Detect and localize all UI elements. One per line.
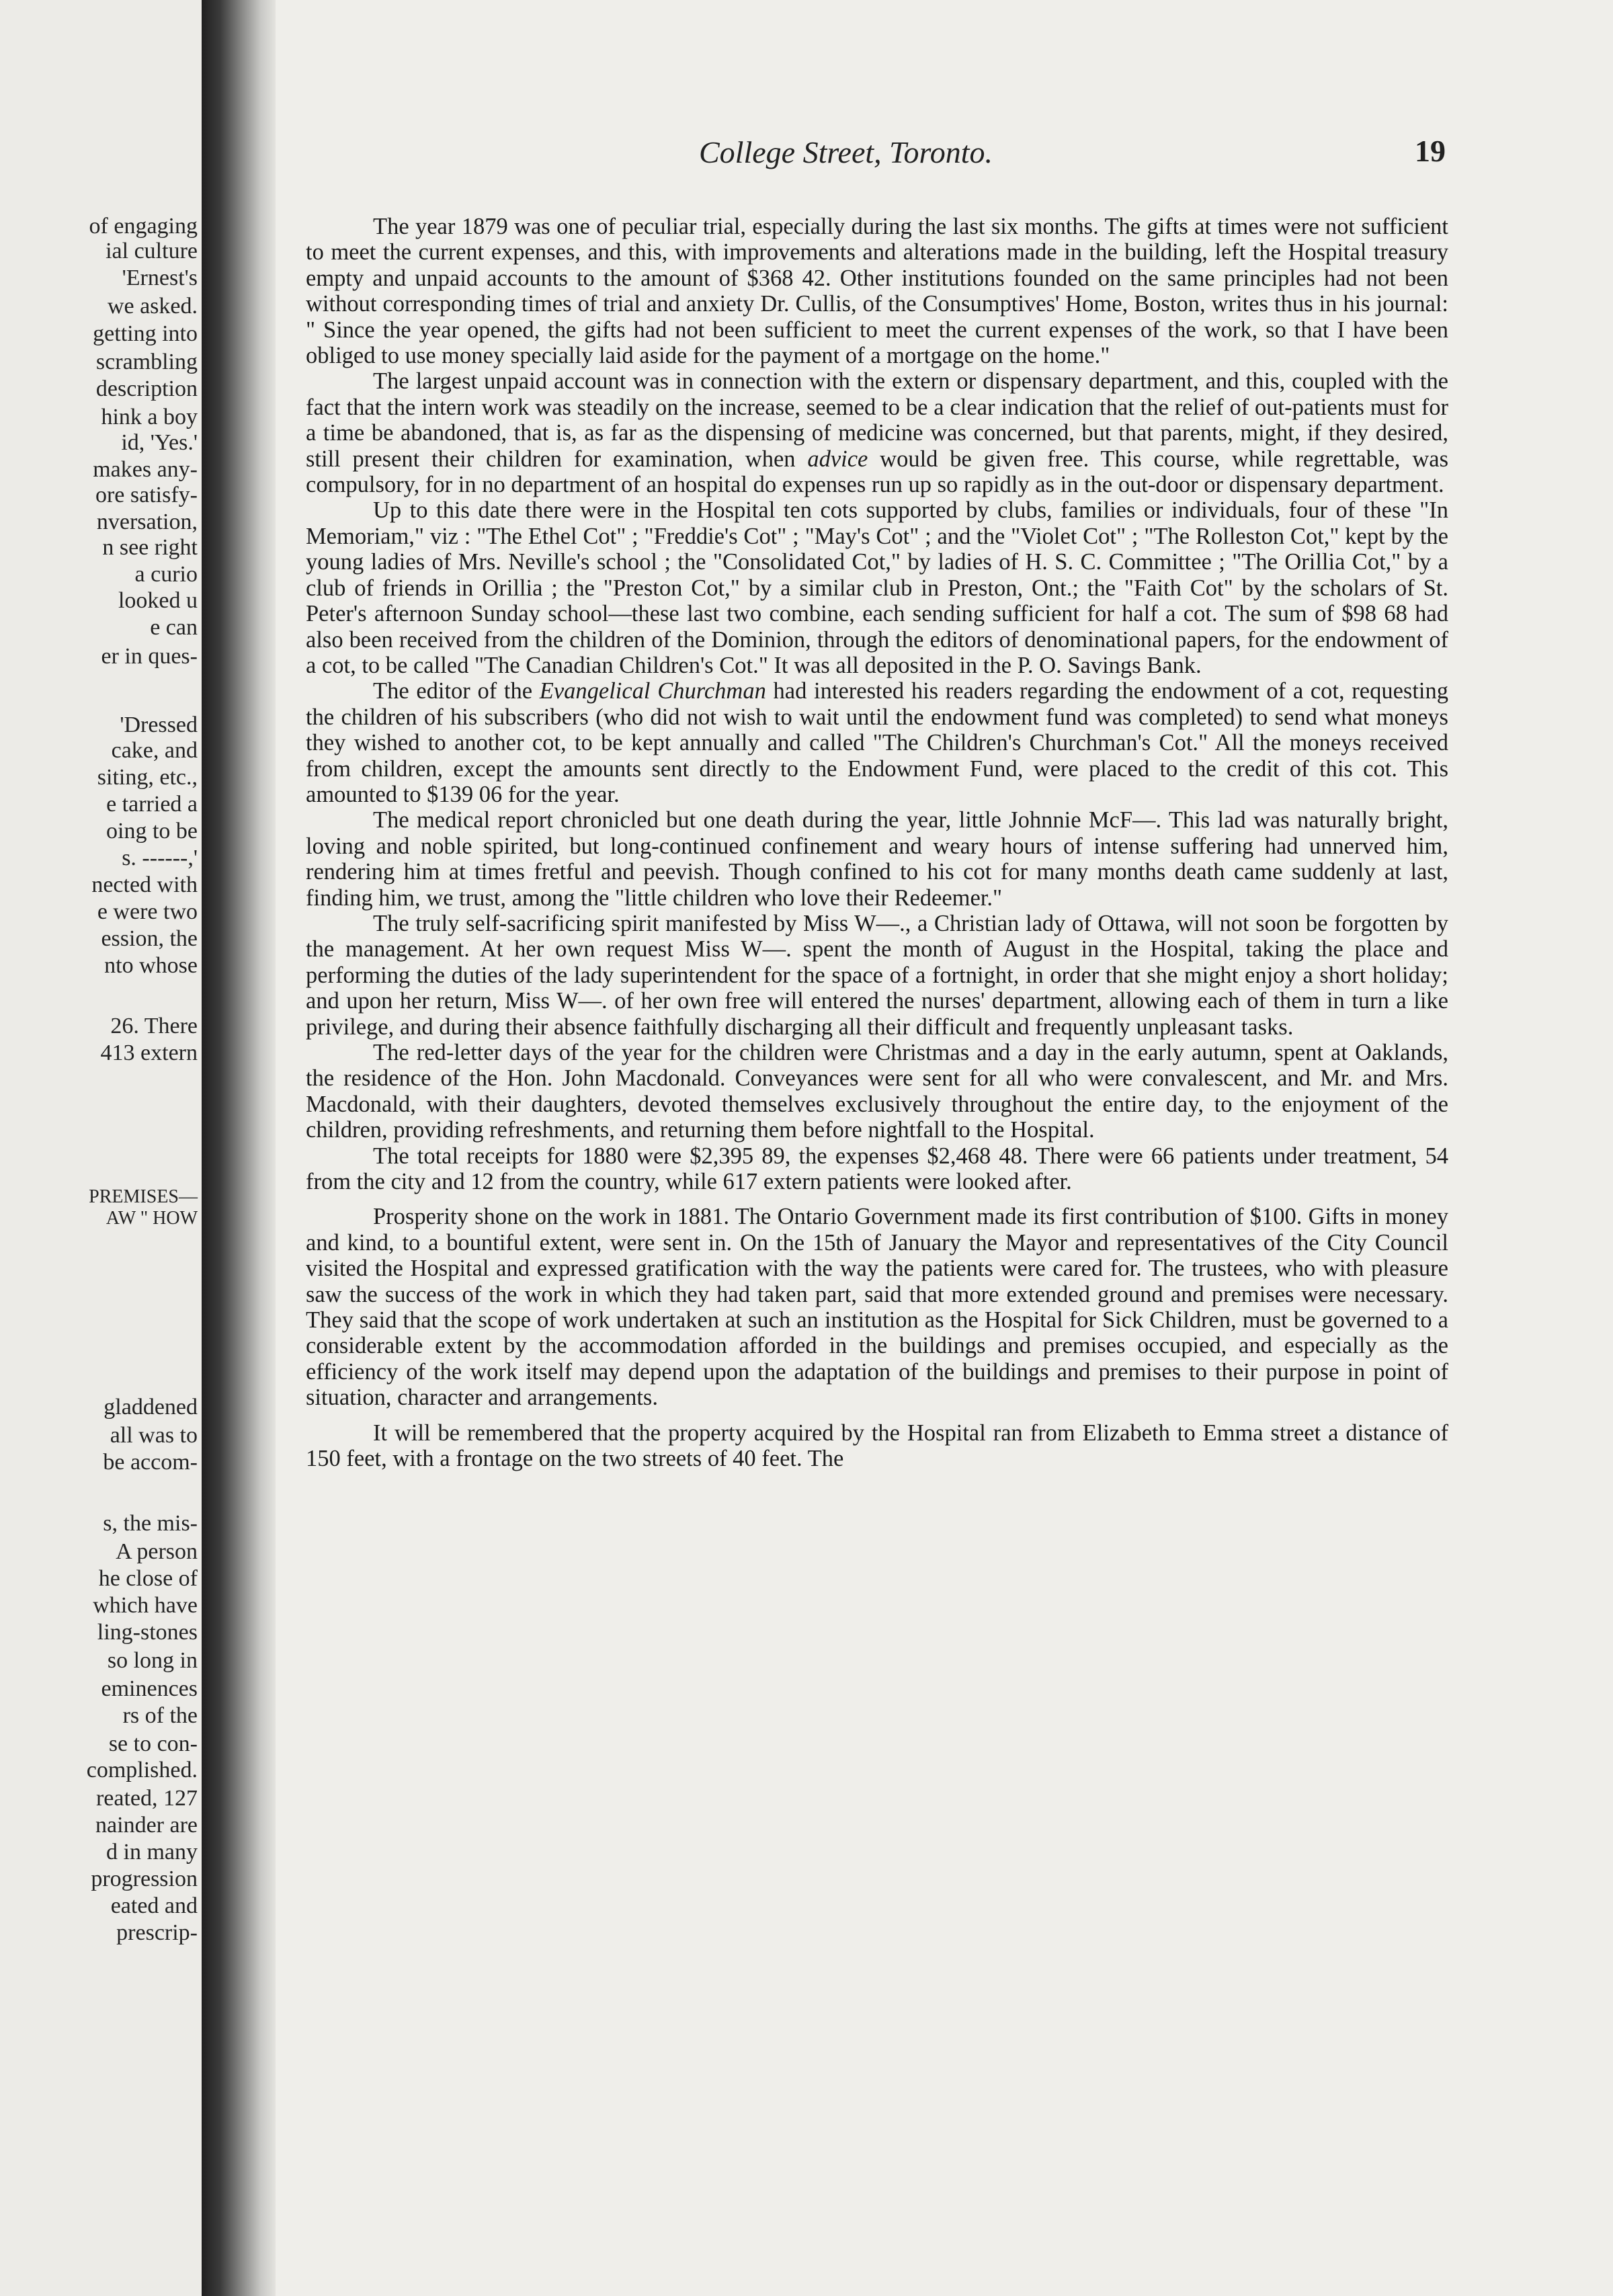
facing-page-line: e were two bbox=[97, 899, 198, 924]
facing-page-line: id, 'Yes.' bbox=[121, 430, 198, 455]
facing-page-line: cake, and bbox=[111, 738, 198, 763]
facing-page-line: nversation, bbox=[96, 509, 198, 534]
facing-page-line: PREMISES— bbox=[89, 1186, 198, 1207]
facing-page-line: n see right bbox=[102, 535, 198, 560]
facing-page-line: e can bbox=[150, 615, 198, 640]
facing-page-line: complished. bbox=[86, 1758, 198, 1782]
facing-page-line: er in ques- bbox=[101, 644, 198, 669]
facing-page-line: gladdened bbox=[104, 1395, 198, 1420]
paragraph-text: would be given free. This course, while regrettable, was compulsory, for in no department of an hospital do expenses run up so rapidly as in the out-door or dispensary department. bbox=[306, 446, 1448, 498]
facing-page-line: ore satisfy- bbox=[95, 483, 198, 507]
facing-page-line: 'Ernest's bbox=[122, 265, 198, 290]
facing-page-line: a curio bbox=[134, 562, 198, 587]
facing-page-line: hink a boy bbox=[101, 405, 198, 429]
facing-page-line: he close of bbox=[98, 1566, 198, 1591]
facing-page-line: so long in bbox=[107, 1648, 198, 1673]
facing-page-line: reated, 127 bbox=[95, 1786, 198, 1811]
paragraph: Prosperity shone on the work in 1881. The Ontario Government made its first contribution of $100. Gifts in money and kind, to a bountiful extent, were sent in. On the 15th of January the Mayor and representatives of the City Council visited the Hospital and expressed gratification with the way the patients were cared for. The trustees, who with pleasure saw the success of the work in which they had taken part, said that more extended ground and premises were necessary. They said that the scope of work undertaken at such an institution as the Hospital for Sick Children, must be governed to a considerable extent by the accommodation afforded in the buildings and premises occupied, and especially as the efficiency of the work itself may depend upon the adaptation of the buildings and premises to their purpose in point of situation, character and arrangements. bbox=[306, 1204, 1448, 1411]
facing-page-line: be accom- bbox=[103, 1450, 198, 1475]
facing-page-line: which have bbox=[93, 1593, 198, 1618]
facing-page-line: 413 extern bbox=[100, 1040, 198, 1065]
paragraph-text: The editor of the bbox=[373, 678, 533, 704]
facing-page-line: rs of the bbox=[122, 1703, 198, 1728]
paragraph: The truly self-sacrificing spirit manifested by Miss W—., a Christian lady of Ottawa, will not soon be forgotten by the management. At her own request Miss W—. spent the month of August in the Hospital, taking the place and performing the duties of the lady superintendent for the space of a fortnight, in order that she might enjoy a short holiday; and upon her return, Miss W—. of her own free will entered the nurses' department, allowing each of them in turn a like privilege, and during their absence faithfully discharging all their difficult and frequently unpleasant tasks. bbox=[306, 910, 1448, 1040]
facing-page-line: makes any- bbox=[93, 457, 198, 482]
facing-page-line: prescrip- bbox=[116, 1920, 198, 1945]
facing-page-line: se to con- bbox=[108, 1731, 198, 1756]
paragraph bbox=[306, 678, 1448, 807]
facing-page-line: looked u bbox=[118, 588, 198, 613]
facing-page-line: nto whose bbox=[104, 953, 198, 978]
facing-page-line: d in many bbox=[106, 1840, 198, 1864]
emphasis-text: advice bbox=[807, 446, 868, 472]
facing-page-line: eated and bbox=[110, 1893, 198, 1918]
paragraph-text: The largest unpaid account was in connection with the extern or dispensary department, and this, coupled with the fact that the intern work was steadily on the increase, seemed to be a clear indication that the relief of out-patients must for a time be abandoned, that is, as far as the dispensing of medicine was concerned, but that parents, might, if they desired, still present their children for examination, when bbox=[306, 368, 1448, 472]
body-text bbox=[306, 214, 1448, 1472]
facing-page-line: of engaging bbox=[89, 214, 198, 239]
paragraph-text: had interested his readers regarding the endowment of a cot, requesting the children of his subscribers (who did not wish to wait until the endowment fund was completed) to send what moneys they wished to another cot, to be kept annually and called "The Children's Churchman's Cot." All the moneys received from children, except the amounts sent directly to the Endowment Fund, were placed to the credit of this cot. This amounted to $139 06 for the year. bbox=[306, 678, 1449, 807]
paragraph: The total receipts for 1880 were $2,395 89, the expenses $2,468 48. There were 66 patients under treatment, 54 from the city and 12 from the country, while 617 extern patients were looked after. bbox=[306, 1143, 1448, 1195]
facing-page-line: e tarried a bbox=[106, 792, 198, 817]
facing-page-fragment bbox=[0, 0, 202, 2296]
page-number: 19 bbox=[1415, 134, 1446, 168]
facing-page-line: oing to be bbox=[106, 819, 198, 844]
periodical-title: Evangelical Churchman bbox=[539, 678, 766, 704]
facing-page-line: all was to bbox=[110, 1423, 198, 1448]
paragraph: The medical report chronicled but one death during the year, little Johnnie McF—. This lad was naturally bright, loving and noble spirited, but long-continued confinement and weary hours of intense suffering had unnerved him, rendering him at times fretful and peevish. Though confined to his cot for many months death came suddenly at last, finding him, we trust, among the "little children who love their Redeemer." bbox=[306, 807, 1448, 911]
paragraph: The year 1879 was one of peculiar trial, especially during the last six months. The gifts at times were not sufficient to meet the current expenses, and this, with improvements and alterations made in the building, left the Hospital treasury empty and unpaid accounts to the amount of $368 42. Other institutions founded on the same principles had not been without corresponding times of trial and anxiety Dr. Cullis, of the Consumptives' Home, Boston, writes thus in his journal: " Since the year opened, the gifts had not been sufficient to meet the current expenses of the work, so that I have been obliged to use money specially laid aside for the payment of a mortgage on the home." bbox=[306, 214, 1448, 369]
facing-page-line: 26. There bbox=[110, 1014, 198, 1038]
facing-page-line: we asked. bbox=[107, 294, 198, 319]
facing-page-line: siting, etc., bbox=[97, 765, 198, 790]
facing-page-line: getting into bbox=[93, 321, 198, 346]
paragraph: The red-letter days of the year for the children were Christmas and a day in the early autumn, spent at Oaklands, the residence of the Hon. John Macdonald. Conveyances were sent for all who were convalescent, and Mr. and Mrs. Macdonald, with their daughters, devoted themselves exclusively throughout the entire day, to the enjoyment of the children, providing refreshments, and returning them before nightfall to the Hospital. bbox=[306, 1040, 1448, 1143]
facing-page-line: s, the mis- bbox=[103, 1511, 198, 1536]
facing-page-line: ial culture bbox=[106, 239, 198, 263]
facing-page-line: progression bbox=[91, 1867, 198, 1891]
facing-page-line: description bbox=[95, 376, 198, 401]
facing-page-line: AW " HOW bbox=[106, 1208, 198, 1229]
paragraph bbox=[306, 368, 1448, 497]
facing-page-line: 'Dressed bbox=[120, 712, 198, 737]
facing-page-line: A person bbox=[116, 1539, 198, 1564]
paragraph: It will be remembered that the property acquired by the Hospital ran from Elizabeth to Emma street a distance of 150 feet, with a frontage on the two streets of 40 feet. The bbox=[306, 1420, 1448, 1472]
paragraph: Up to this date there were in the Hospital ten cots supported by clubs, families or individuals, four of these "In Memoriam," viz : "The Ethel Cot" ; "Freddie's Cot" ; "May's Cot" ; and the "Violet Cot" ; "The Rolleston Cot," kept by the young ladies of Mrs. Neville's school ; the "Consolidated Cot," by ladies of H. S. C. Committee ; "The Orillia Cot," by a club of friends in Orillia ; the "Preston Cot," by a similar club in Preston, Ont.; the "Faith Cot" by the scholars of St. Peter's afternoon Sunday school—these last two combine, each sending sufficient for half a cot. The sum of $98 68 had also been received from the children of the Dominion, through the editors of denominational papers, for the endowment of a cot, to be called "The Canadian Children's Cot." It was all deposited in the P. O. Savings Bank. bbox=[306, 497, 1448, 678]
facing-page-line: ession, the bbox=[101, 926, 198, 951]
facing-page-line: ling-stones bbox=[97, 1620, 198, 1645]
facing-page-line: nainder are bbox=[95, 1813, 198, 1838]
facing-page-line: eminences bbox=[101, 1676, 198, 1701]
facing-page-line: nected with bbox=[91, 872, 198, 897]
facing-page-line: scrambling bbox=[95, 350, 198, 374]
book-gutter bbox=[202, 0, 276, 2296]
running-head: College Street, Toronto. bbox=[699, 135, 993, 169]
facing-page-line: s. ------,' bbox=[122, 846, 198, 870]
